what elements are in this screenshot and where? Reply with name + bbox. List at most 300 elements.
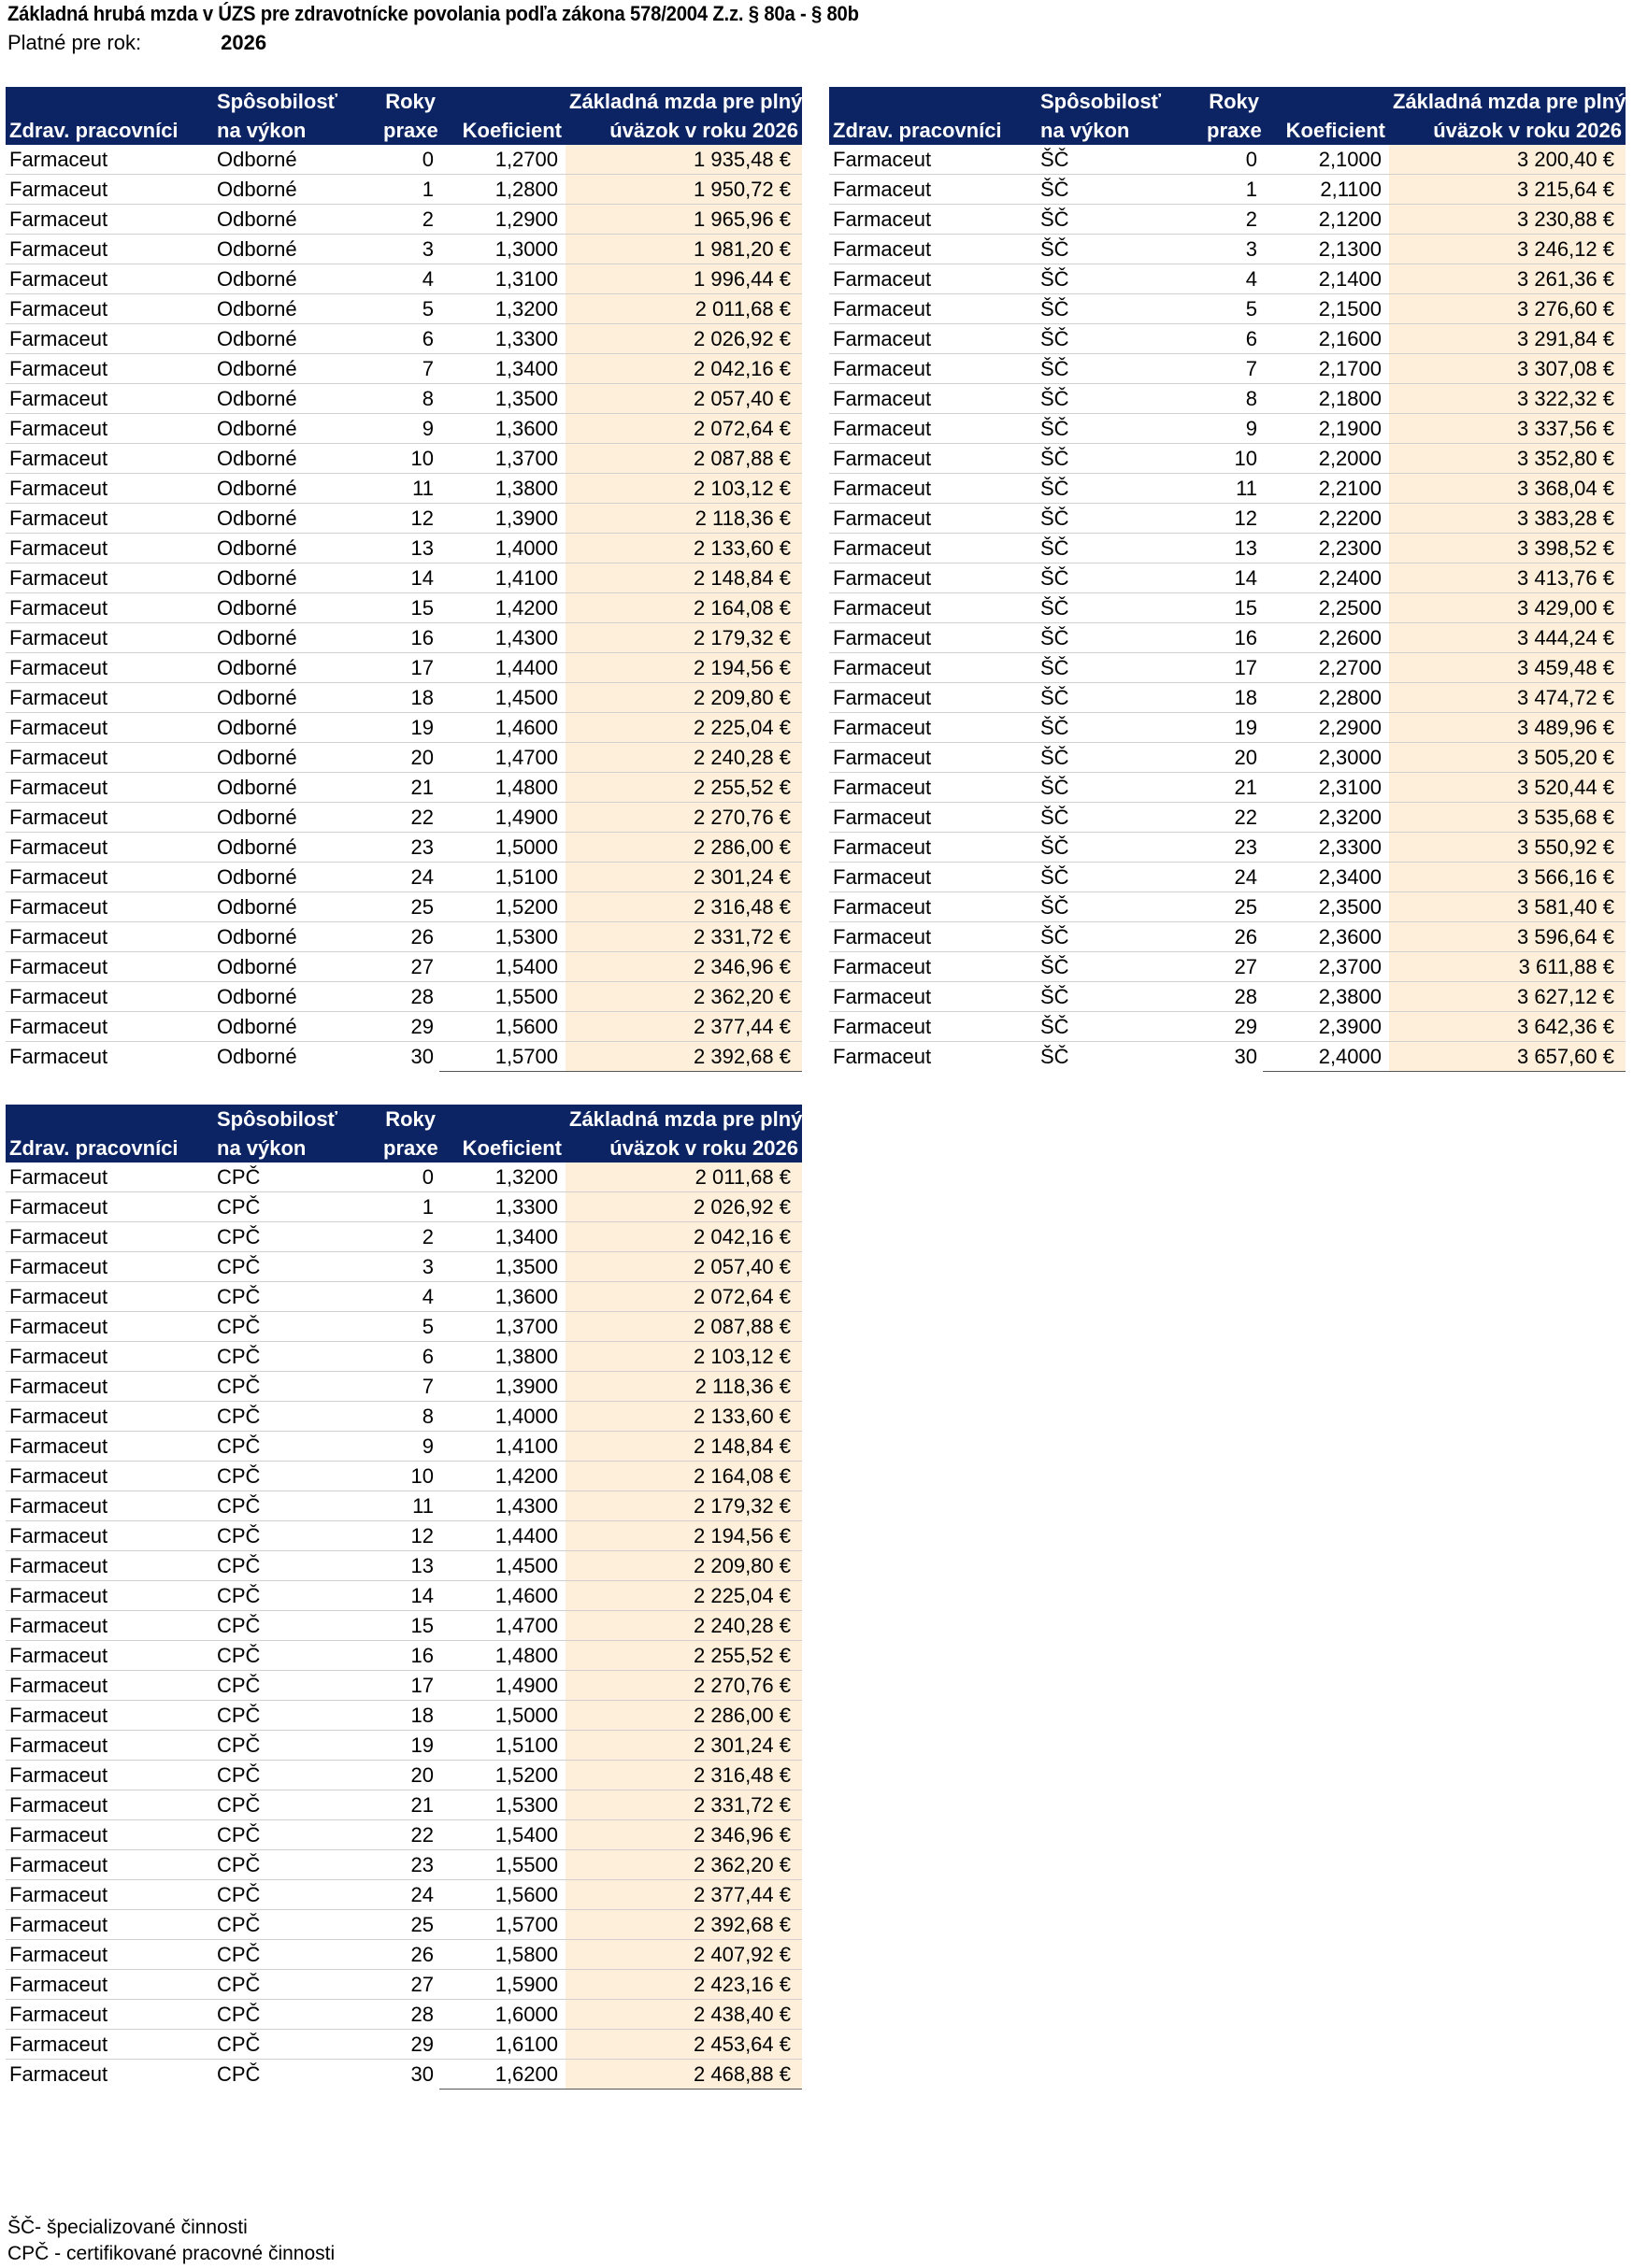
cell-years: 17 (380, 1671, 439, 1701)
cell-wage: 2 301,24 € (566, 1731, 802, 1761)
cell-years: 3 (380, 235, 439, 264)
cell-competence: CPČ (213, 1521, 380, 1551)
cell-competence: CPČ (213, 1790, 380, 1820)
cell-coefficient: 1,6100 (439, 2030, 566, 2060)
table-row (6, 474, 802, 504)
cell-worker: Farmaceut (6, 1372, 213, 1402)
valid-year-label: Platné pre rok: (7, 31, 142, 54)
cell-worker: Farmaceut (9, 2062, 108, 2087)
cell-wage: 3 215,64 € (1389, 175, 1626, 205)
cell-years: 0 (380, 1163, 439, 1192)
header-years (1203, 87, 1263, 145)
cell-wage: 2 194,56 € (566, 1521, 802, 1551)
cell-years: 15 (380, 1611, 439, 1641)
cell-years: 26 (1203, 922, 1263, 952)
cell-competence: CPČ (213, 1820, 380, 1850)
cell-coefficient: 1,5400 (439, 952, 566, 982)
cell-wage: 2 240,28 € (566, 1611, 802, 1641)
cell-wage: 3 581,40 € (1389, 892, 1626, 922)
cell-years: 13 (380, 534, 439, 563)
cell-wage: 2 423,16 € (566, 1970, 802, 2000)
table-row (6, 534, 802, 563)
cell-worker: Farmaceut (829, 474, 1037, 504)
cell-coefficient: 1,5500 (439, 1850, 566, 1880)
cell-worker: Farmaceut (6, 833, 213, 863)
table-row (6, 892, 802, 922)
cell-competence: ŠČ (1037, 683, 1203, 713)
cell-competence: ŠČ (1037, 863, 1203, 892)
cell-years: 21 (380, 1790, 439, 1820)
cell-years: 16 (380, 1641, 439, 1671)
cell-worker: Farmaceut (6, 145, 213, 175)
cell-competence: Odborné (213, 354, 380, 384)
footnote-sc: ŠČ- špecializované činnosti (7, 2217, 248, 2238)
header-label-line: Koeficient (462, 119, 562, 142)
cell-wage: 2 346,96 € (566, 1820, 802, 1850)
cell-years: 17 (380, 653, 439, 683)
cell-years: 8 (1203, 384, 1263, 414)
cell-years: 27 (380, 1970, 439, 2000)
cell-wage: 2 392,68 € (566, 1910, 802, 1940)
cell-coefficient: 2,2200 (1263, 504, 1389, 534)
table-row (6, 683, 802, 713)
cell-worker: Farmaceut (6, 1910, 213, 1940)
header-label-line (9, 1105, 209, 1134)
table-row (829, 205, 1626, 235)
cell-years: 18 (1203, 683, 1263, 713)
cell-coefficient: 1,4600 (439, 1581, 566, 1611)
table-row (6, 2060, 802, 2090)
cell-wage: 2 331,72 € (566, 1790, 802, 1820)
cell-coefficient: 2,1300 (1263, 235, 1389, 264)
header-label-line: Spôsobilosť (217, 1107, 338, 1131)
cell-years: 14 (380, 563, 439, 593)
header-label-line (1267, 87, 1385, 116)
cell-worker: Farmaceut (6, 563, 213, 593)
cell-years: 29 (380, 1012, 439, 1042)
cell-wage: 2 026,92 € (566, 324, 802, 354)
cell-years: 20 (1203, 743, 1263, 773)
cell-competence: ŠČ (1037, 922, 1203, 952)
cell-worker: Farmaceut (829, 1012, 1037, 1042)
cell-worker: Farmaceut (6, 623, 213, 653)
table-row (6, 205, 802, 235)
cell-competence: CPČ (213, 1761, 380, 1790)
table-row (6, 563, 802, 593)
header-label-line: úväzok v roku 2026 (609, 1136, 798, 1160)
cell-coefficient: 2,3000 (1263, 743, 1389, 773)
table-row (829, 952, 1626, 982)
cell-worker: Farmaceut (6, 1012, 213, 1042)
cell-years: 22 (380, 1820, 439, 1850)
table-row (6, 1731, 802, 1761)
cell-wage: 2 133,60 € (566, 534, 802, 563)
cell-years: 21 (380, 773, 439, 803)
cell-worker: Farmaceut (6, 324, 213, 354)
cell-worker: Farmaceut (829, 623, 1037, 653)
cell-wage: 2 270,76 € (566, 1671, 802, 1701)
cell-competence: CPČ (213, 1312, 380, 1342)
cell-years: 1 (380, 1192, 439, 1222)
cell-competence: Odborné (213, 563, 380, 593)
cell-wage: 1 965,96 € (566, 205, 802, 235)
cell-worker: Farmaceut (829, 504, 1037, 534)
cell-wage: 1 981,20 € (566, 235, 802, 264)
cell-years: 9 (1203, 414, 1263, 444)
cell-years: 24 (380, 1880, 439, 1910)
cell-coefficient: 1,5200 (439, 892, 566, 922)
cell-coefficient: 1,3100 (439, 264, 566, 294)
cell-coefficient: 1,4700 (439, 1611, 566, 1641)
cell-wage: 2 179,32 € (566, 1491, 802, 1521)
table-row (6, 145, 802, 175)
cell-coefficient: 2,2300 (1263, 534, 1389, 563)
cell-wage: 2 331,72 € (566, 922, 802, 952)
cell-years: 20 (380, 1761, 439, 1790)
cell-competence: Odborné (213, 175, 380, 205)
table-row (6, 1761, 802, 1790)
table-header-row (829, 87, 1626, 145)
cell-competence: ŠČ (1037, 444, 1203, 474)
header-wage (1389, 87, 1626, 145)
header-label-line: Zdrav. pracovníci (9, 1136, 179, 1160)
cell-wage: 2 286,00 € (566, 1701, 802, 1731)
cell-competence: CPČ (213, 1402, 380, 1432)
cell-competence: CPČ (213, 1910, 380, 1940)
cell-worker: Farmaceut (6, 1761, 213, 1790)
cell-coefficient: 1,3600 (439, 414, 566, 444)
cell-years: 20 (380, 743, 439, 773)
cell-wage: 3 398,52 € (1389, 534, 1626, 563)
cell-coefficient: 1,6200 (439, 2060, 566, 2090)
header-label-line (443, 87, 562, 116)
cell-competence: Odborné (213, 922, 380, 952)
cell-coefficient: 2,3100 (1263, 773, 1389, 803)
cell-competence: ŠČ (1037, 773, 1203, 803)
cell-years: 9 (380, 414, 439, 444)
cell-wage: 2 346,96 € (566, 952, 802, 982)
cell-years: 4 (380, 1282, 439, 1312)
table-row (829, 534, 1626, 563)
cell-years: 10 (380, 1462, 439, 1491)
header-wage (566, 87, 802, 145)
cell-wage: 2 087,88 € (566, 1312, 802, 1342)
cell-coefficient: 1,4500 (439, 1551, 566, 1581)
cell-competence: ŠČ (1037, 743, 1203, 773)
cell-coefficient: 1,5600 (439, 1880, 566, 1910)
table-row (6, 354, 802, 384)
cell-worker: Farmaceut (829, 534, 1037, 563)
cell-worker: Farmaceut (6, 653, 213, 683)
header-label-line: Spôsobilosť (1040, 90, 1162, 113)
wage-table-cpc (6, 1105, 802, 2090)
cell-worker: Farmaceut (829, 563, 1037, 593)
cell-coefficient: 2,2900 (1263, 713, 1389, 743)
cell-competence: ŠČ (1037, 145, 1203, 175)
table-row (6, 653, 802, 683)
cell-coefficient: 2,1500 (1263, 294, 1389, 324)
cell-wage: 3 444,24 € (1389, 623, 1626, 653)
cell-worker: Farmaceut (6, 474, 213, 504)
cell-worker: Farmaceut (829, 414, 1037, 444)
cell-wage: 2 392,68 € (566, 1042, 802, 1072)
table-row (829, 1012, 1626, 1042)
cell-competence: Odborné (213, 145, 380, 175)
table-row (829, 474, 1626, 504)
cell-worker: Farmaceut (6, 2000, 213, 2030)
cell-years: 27 (380, 952, 439, 982)
cell-competence: Odborné (213, 773, 380, 803)
table-row (6, 1671, 802, 1701)
header-wage (566, 1105, 802, 1163)
cell-wage: 3 474,72 € (1389, 683, 1626, 713)
table-row (6, 2030, 802, 2060)
header-label-line: praxe (383, 1136, 438, 1160)
header-years (380, 1105, 439, 1163)
cell-worker: Farmaceut (6, 1701, 213, 1731)
cell-wage: 2 118,36 € (566, 504, 802, 534)
cell-years: 27 (1203, 952, 1263, 982)
cell-competence: Odborné (213, 384, 380, 414)
table-row (6, 1551, 802, 1581)
cell-wage: 3 657,60 € (1389, 1042, 1626, 1072)
cell-competence: Odborné (213, 713, 380, 743)
cell-worker: Farmaceut (6, 803, 213, 833)
cell-coefficient: 1,5700 (439, 1042, 566, 1072)
cell-coefficient: 2,1700 (1263, 354, 1389, 384)
cell-competence: CPČ (213, 1701, 380, 1731)
cell-coefficient: 1,3600 (439, 1282, 566, 1312)
cell-coefficient: 1,3500 (439, 384, 566, 414)
cell-years: 5 (380, 1312, 439, 1342)
table-row (6, 324, 802, 354)
cell-wage: 3 291,84 € (1389, 324, 1626, 354)
cell-years: 12 (380, 1521, 439, 1551)
header-label-line: na výkon (217, 119, 307, 142)
cell-coefficient: 1,3800 (439, 1342, 566, 1372)
cell-worker: Farmaceut (829, 384, 1037, 414)
cell-competence: CPČ (213, 1163, 380, 1192)
cell-worker: Farmaceut (6, 1820, 213, 1850)
table-row (6, 384, 802, 414)
cell-wage: 2 057,40 € (566, 384, 802, 414)
cell-wage: 3 459,48 € (1389, 653, 1626, 683)
cell-years: 22 (1203, 803, 1263, 833)
table-row (6, 1611, 802, 1641)
cell-coefficient: 2,1100 (1263, 175, 1389, 205)
cell-wage: 3 535,68 € (1389, 803, 1626, 833)
cell-wage: 3 246,12 € (1389, 235, 1626, 264)
cell-competence: Odborné (213, 235, 380, 264)
cell-competence: Odborné (213, 833, 380, 863)
table-row (829, 863, 1626, 892)
header-label-line: Zdrav. pracovníci (833, 119, 1002, 142)
cell-competence: ŠČ (1037, 235, 1203, 264)
cell-worker: Farmaceut (829, 892, 1037, 922)
cell-wage: 3 200,40 € (1389, 145, 1626, 175)
cell-worker: Farmaceut (829, 444, 1037, 474)
cell-coefficient: 1,3900 (439, 1372, 566, 1402)
cell-competence: ŠČ (1037, 264, 1203, 294)
cell-years: 0 (380, 145, 439, 175)
cell-coefficient: 1,2800 (439, 175, 566, 205)
cell-coefficient: 2,2500 (1263, 593, 1389, 623)
cell-wage: 3 368,04 € (1389, 474, 1626, 504)
header-competence (213, 87, 380, 145)
table-row (829, 145, 1626, 175)
cell-worker: Farmaceut (6, 1850, 213, 1880)
table-row (829, 683, 1626, 713)
cell-worker: Farmaceut (6, 1491, 213, 1521)
table-row (829, 384, 1626, 414)
cell-wage: 2 011,68 € (566, 294, 802, 324)
wage-table-sc (829, 87, 1626, 1072)
table-row (6, 593, 802, 623)
cell-years: 3 (1203, 235, 1263, 264)
cell-competence: ŠČ (1037, 324, 1203, 354)
cell-worker: Farmaceut (6, 773, 213, 803)
cell-years: 5 (1203, 294, 1263, 324)
cell-coefficient: 1,5800 (439, 1940, 566, 1970)
table-row (6, 1820, 802, 1850)
cell-worker: Farmaceut (6, 384, 213, 414)
cell-coefficient: 1,3700 (439, 444, 566, 474)
cell-coefficient: 1,4500 (439, 683, 566, 713)
cell-worker: Farmaceut (829, 205, 1037, 235)
cell-coefficient: 1,5900 (439, 1970, 566, 2000)
cell-worker: Farmaceut (829, 145, 1037, 175)
cell-coefficient: 2,1000 (1263, 145, 1389, 175)
cell-coefficient: 2,3300 (1263, 833, 1389, 863)
cell-worker: Farmaceut (6, 354, 213, 384)
cell-worker: Farmaceut (829, 324, 1037, 354)
cell-years: 0 (1203, 145, 1263, 175)
cell-competence: CPČ (213, 1432, 380, 1462)
table-row (6, 1880, 802, 1910)
table-row (6, 1312, 802, 1342)
cell-years: 30 (410, 2062, 434, 2087)
cell-coefficient: 1,3400 (439, 354, 566, 384)
cell-wage: 2 179,32 € (566, 623, 802, 653)
header-coefficient (439, 1105, 566, 1163)
cell-coefficient: 1,5100 (439, 1731, 566, 1761)
cell-competence: ŠČ (1037, 952, 1203, 982)
cell-years: 23 (380, 833, 439, 863)
cell-competence: ŠČ (1040, 1045, 1069, 1069)
cell-worker: Farmaceut (6, 1163, 213, 1192)
cell-wage: 3 596,64 € (1389, 922, 1626, 952)
cell-wage: 2 209,80 € (566, 683, 802, 713)
cell-years: 28 (380, 982, 439, 1012)
cell-years: 26 (380, 1940, 439, 1970)
cell-wage: 2 026,92 € (566, 1192, 802, 1222)
cell-worker: Farmaceut (6, 683, 213, 713)
cell-competence: Odborné (213, 593, 380, 623)
cell-competence: Odborné (213, 414, 380, 444)
table-row (6, 743, 802, 773)
cell-years: 19 (1203, 713, 1263, 743)
cell-worker: Farmaceut (829, 713, 1037, 743)
footnotes (7, 2215, 335, 2267)
cell-worker: Farmaceut (6, 1342, 213, 1372)
cell-years: 29 (1203, 1012, 1263, 1042)
cell-wage: 2 148,84 € (566, 1432, 802, 1462)
cell-wage: 2 225,04 € (566, 1581, 802, 1611)
table-row (6, 1581, 802, 1611)
cell-wage: 2 407,92 € (566, 1940, 802, 1970)
header-label-line: Koeficient (462, 1136, 562, 1160)
cell-years: 25 (380, 1910, 439, 1940)
cell-competence: Odborné (213, 444, 380, 474)
cell-wage: 3 337,56 € (1389, 414, 1626, 444)
cell-competence: ŠČ (1037, 803, 1203, 833)
cell-years: 26 (380, 922, 439, 952)
cell-years: 17 (1203, 653, 1263, 683)
cell-competence: CPČ (213, 1641, 380, 1671)
cell-worker: Farmaceut (6, 593, 213, 623)
cell-wage: 2 103,12 € (566, 1342, 802, 1372)
table-row (829, 563, 1626, 593)
table-row (6, 623, 802, 653)
cell-years: 7 (380, 1372, 439, 1402)
cell-coefficient: 2,1200 (1263, 205, 1389, 235)
cell-wage: 3 276,60 € (1389, 294, 1626, 324)
cell-wage: 2 438,40 € (566, 2000, 802, 2030)
cell-competence: CPČ (213, 1731, 380, 1761)
cell-worker: Farmaceut (6, 235, 213, 264)
cell-worker: Farmaceut (829, 922, 1037, 952)
cell-wage: 3 413,76 € (1389, 563, 1626, 593)
header-label-line: Koeficient (1285, 119, 1385, 142)
cell-years: 4 (380, 264, 439, 294)
table-row (829, 773, 1626, 803)
cell-coefficient: 1,5700 (439, 1910, 566, 1940)
cell-worker: Farmaceut (6, 1252, 213, 1282)
table-row (6, 1910, 802, 1940)
cell-coefficient: 1,4400 (439, 653, 566, 683)
cell-competence: ŠČ (1037, 1012, 1203, 1042)
cell-wage: 3 566,16 € (1389, 863, 1626, 892)
cell-years: 18 (380, 1701, 439, 1731)
cell-worker: Farmaceut (6, 2030, 213, 2060)
cell-wage: 2 468,88 € (566, 2060, 802, 2090)
cell-worker: Farmaceut (829, 952, 1037, 982)
cell-coefficient: 2,1900 (1263, 414, 1389, 444)
header-label-line: Spôsobilosť (217, 90, 338, 113)
cell-years: 10 (380, 444, 439, 474)
cell-worker: Farmaceut (6, 175, 213, 205)
cell-years: 19 (380, 1731, 439, 1761)
cell-coefficient: 1,5600 (439, 1012, 566, 1042)
cell-years: 24 (380, 863, 439, 892)
cell-worker: Farmaceut (829, 264, 1037, 294)
cell-worker: Farmaceut (6, 952, 213, 982)
table-row (6, 504, 802, 534)
cell-years: 28 (1203, 982, 1263, 1012)
table-row (6, 803, 802, 833)
cell-years: 5 (380, 294, 439, 324)
cell-wage: 2 270,76 € (566, 803, 802, 833)
cell-years: 2 (1203, 205, 1263, 235)
cell-worker: Farmaceut (6, 1880, 213, 1910)
header-label-line (833, 87, 1033, 116)
cell-worker: Farmaceut (6, 414, 213, 444)
cell-coefficient: 2,2400 (1263, 563, 1389, 593)
cell-years: 19 (380, 713, 439, 743)
cell-wage: 2 133,60 € (566, 1402, 802, 1432)
cell-coefficient: 1,5200 (439, 1761, 566, 1790)
table-row (829, 713, 1626, 743)
